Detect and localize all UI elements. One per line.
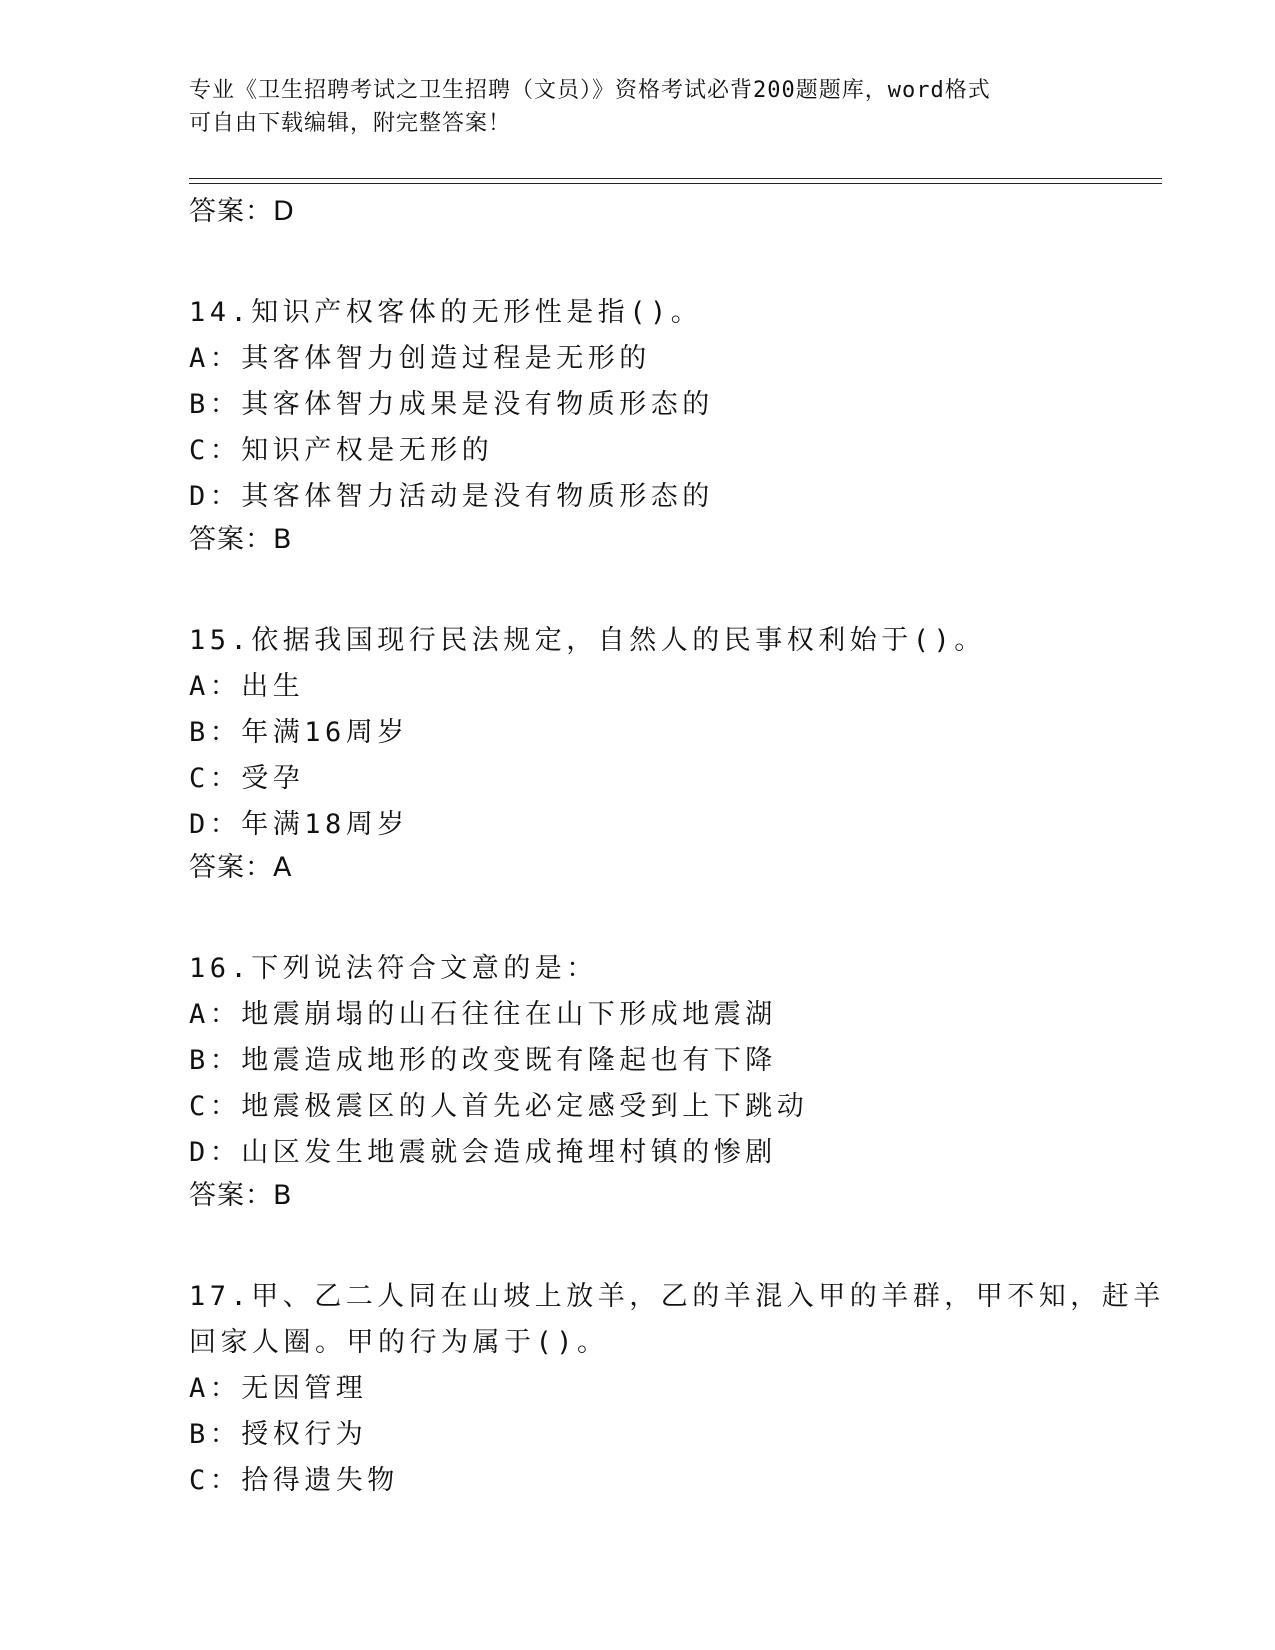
question-text: 16.下列说法符合文意的是： [189,953,598,984]
spacer [189,888,1149,946]
header-line-1: 专业《卫生招聘考试之卫生招聘（文员）》资格考试必背200题题库，word格式 [189,78,991,103]
question-15 [189,618,1149,848]
option-b: B：授权行为 [189,1419,368,1450]
question-16 [189,946,1149,1176]
document-header [189,74,1089,140]
answer-label: 答案：B [189,524,293,555]
question-text-continued: 回家人圈。甲的行为属于()。 [189,1327,609,1358]
answer-label: 答案：D [189,196,295,227]
option-d: D：年满18周岁 [189,809,409,840]
answer-label: 答案：A [189,852,293,883]
question-17 [189,1274,1165,1504]
option-d: D：其客体智力活动是没有物质形态的 [189,481,714,512]
question-14 [189,290,1149,520]
option-b: B：年满16周岁 [189,717,409,748]
question-text: 17.甲、乙二人同在山坡上放羊，乙的羊混入甲的羊群，甲不知，赶羊 [189,1281,1165,1312]
spacer [189,560,1149,618]
question-list [189,192,1165,1504]
question-text: 15.依据我国现行民法规定，自然人的民事权利始于()。 [189,625,986,656]
header-line-2: 可自由下载编辑，附完整答案！ [189,111,512,136]
option-c: C：受孕 [189,763,305,794]
option-b: B：地震造成地形的改变既有隆起也有下降 [189,1045,777,1076]
header-divider [189,178,1162,184]
option-a: A：无因管理 [189,1373,368,1404]
spacer [189,232,1149,290]
option-b: B：其客体智力成果是没有物质形态的 [189,389,714,420]
option-c: C：拾得遗失物 [189,1465,399,1496]
option-a: A：地震崩塌的山石往往在山下形成地震湖 [189,999,777,1030]
option-a: A：出生 [189,671,305,702]
option-d: D：山区发生地震就会造成掩埋村镇的惨剧 [189,1137,777,1168]
question-text: 14.知识产权客体的无形性是指()。 [189,297,703,328]
option-a: A：其客体智力创造过程是无形的 [189,343,651,374]
option-c: C：地震极震区的人首先必定感受到上下跳动 [189,1091,809,1122]
option-c: C：知识产权是无形的 [189,435,494,466]
spacer [189,1216,1149,1274]
answer-label: 答案：B [189,1180,293,1211]
